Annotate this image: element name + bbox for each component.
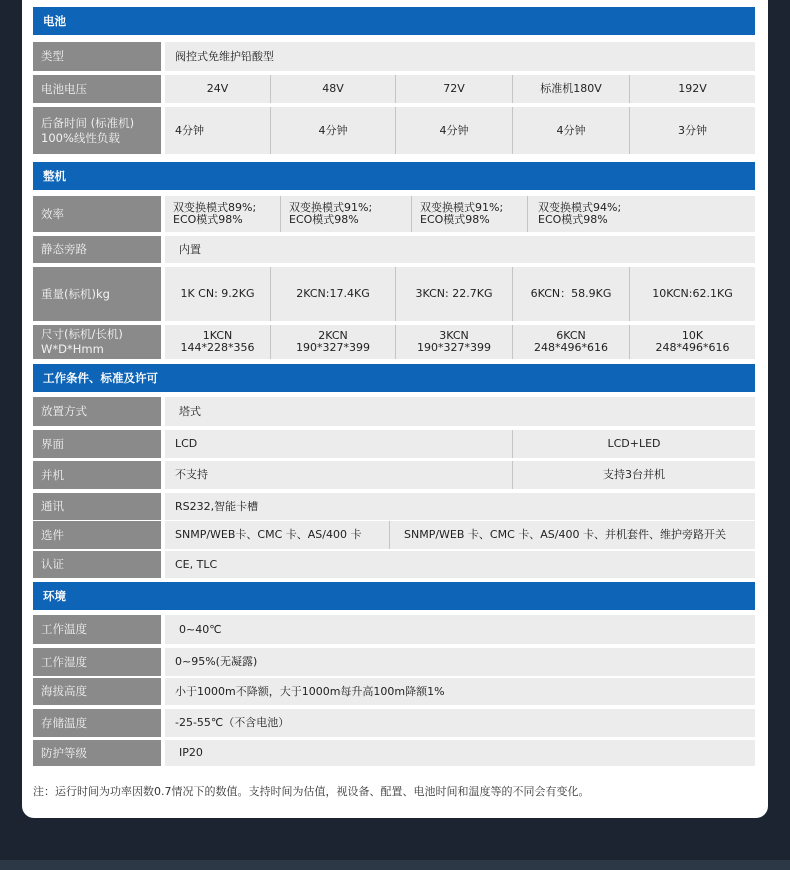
spec-card <box>22 0 768 818</box>
row-label: 并机 <box>33 461 161 489</box>
bottom-strip <box>0 860 790 870</box>
row-label: 存储温度 <box>33 709 161 737</box>
row-label: 工作湿度 <box>33 648 161 676</box>
bypass-value: 内置 <box>165 236 755 263</box>
weight-cell: 10KCN:62.1KG <box>629 267 755 321</box>
row-label: 认证 <box>33 551 161 578</box>
row-size <box>33 325 755 359</box>
weight-cell: 3KCN: 22.7KG <box>395 267 512 321</box>
row-label: 放置方式 <box>33 397 161 426</box>
row-label: 尺寸(标机/长机) W*D*Hmm <box>33 325 161 359</box>
row-efficiency <box>33 196 755 232</box>
row-altitude <box>33 678 755 705</box>
efficiency-cell: 双变换模式89%; ECO模式98% <box>165 196 280 232</box>
backup-cell: 4分钟 <box>395 107 512 154</box>
row-protection <box>33 740 755 766</box>
backup-cell: 3分钟 <box>629 107 755 154</box>
section-header-env: 环境 <box>33 582 755 610</box>
voltage-cell: 48V <box>270 75 395 103</box>
efficiency-cell: 双变换模式91%; ECO模式98% <box>280 196 411 232</box>
weight-cell: 6KCN：58.9KG <box>512 267 629 321</box>
communication-value: RS232,智能卡槽 <box>165 493 755 520</box>
row-battery-voltage <box>33 75 755 103</box>
interface-cell: LCD <box>165 430 512 458</box>
row-backup-time <box>33 107 755 154</box>
storage-temp-value: -25-55℃（不含电池） <box>165 709 755 737</box>
option-cell: SNMP/WEB 卡、CMC 卡、AS/400 卡、并机套件、维护旁路开关 <box>389 521 755 549</box>
voltage-cell: 72V <box>395 75 512 103</box>
row-label: 防护等级 <box>33 740 161 766</box>
weight-cell: 1K CN: 9.2KG <box>165 267 270 321</box>
backup-cell: 4分钟 <box>512 107 629 154</box>
row-certification <box>33 551 755 578</box>
row-label: 类型 <box>33 42 161 71</box>
row-options <box>33 521 755 549</box>
row-label: 静态旁路 <box>33 236 161 263</box>
row-weight <box>33 267 755 321</box>
section-header-work: 工作条件、标准及许可 <box>33 364 755 392</box>
section-header-battery: 电池 <box>33 7 755 35</box>
weight-cell: 2KCN:17.4KG <box>270 267 395 321</box>
voltage-cell: 192V <box>629 75 755 103</box>
operating-temp-value: 0~40℃ <box>165 615 755 644</box>
parallel-cell: 支持3台并机 <box>512 461 755 489</box>
row-label: 电池电压 <box>33 75 161 103</box>
size-cell: 10K 248*496*616 <box>629 325 755 359</box>
row-label: 后备时间 (标准机) 100%线性负载 <box>33 107 161 154</box>
row-static-bypass <box>33 236 755 263</box>
row-humidity <box>33 648 755 676</box>
row-label: 界面 <box>33 430 161 458</box>
row-label: 选件 <box>33 521 161 549</box>
row-label: 海拔高度 <box>33 678 161 705</box>
voltage-cell: 24V <box>165 75 270 103</box>
efficiency-cell: 双变换模式94%; ECO模式98% <box>527 196 755 232</box>
row-label: 效率 <box>33 196 161 232</box>
row-label: 工作温度 <box>33 615 161 644</box>
row-battery-type <box>33 42 755 71</box>
size-cell: 1KCN 144*228*356 <box>165 325 270 359</box>
humidity-value: 0~95%(无凝露) <box>165 648 755 676</box>
option-cell: SNMP/WEB卡、CMC 卡、AS/400 卡 <box>165 521 389 549</box>
backup-cell: 4分钟 <box>270 107 395 154</box>
row-label: 重量(标机)kg <box>33 267 161 321</box>
protection-value: IP20 <box>165 740 755 766</box>
row-storage-temp <box>33 709 755 737</box>
size-cell: 2KCN 190*327*399 <box>270 325 395 359</box>
row-operating-temp <box>33 615 755 644</box>
size-cell: 6KCN 248*496*616 <box>512 325 629 359</box>
row-placement <box>33 397 755 426</box>
efficiency-cell: 双变换模式91%; ECO模式98% <box>411 196 527 232</box>
footnote: 注：运行时间为功率因数0.7情况下的数值。支持时间为估值，视设备、配置、电池时间和温度等的不同会有变化。 <box>33 785 590 798</box>
row-communication <box>33 493 755 520</box>
section-header-machine: 整机 <box>33 162 755 190</box>
row-parallel <box>33 461 755 489</box>
row-interface <box>33 430 755 458</box>
parallel-cell: 不支持 <box>165 461 512 489</box>
interface-cell: LCD+LED <box>512 430 755 458</box>
battery-type-value: 阀控式免维护铅酸型 <box>165 42 755 71</box>
row-label: 通讯 <box>33 493 161 520</box>
certification-value: CE, TLC <box>165 551 755 578</box>
backup-cell: 4分钟 <box>165 107 270 154</box>
voltage-cell: 标准机180V <box>512 75 629 103</box>
altitude-value: 小于1000m不降额，大于1000m每升高100m降额1% <box>165 678 755 705</box>
size-cell: 3KCN 190*327*399 <box>395 325 512 359</box>
placement-value: 塔式 <box>165 397 755 426</box>
